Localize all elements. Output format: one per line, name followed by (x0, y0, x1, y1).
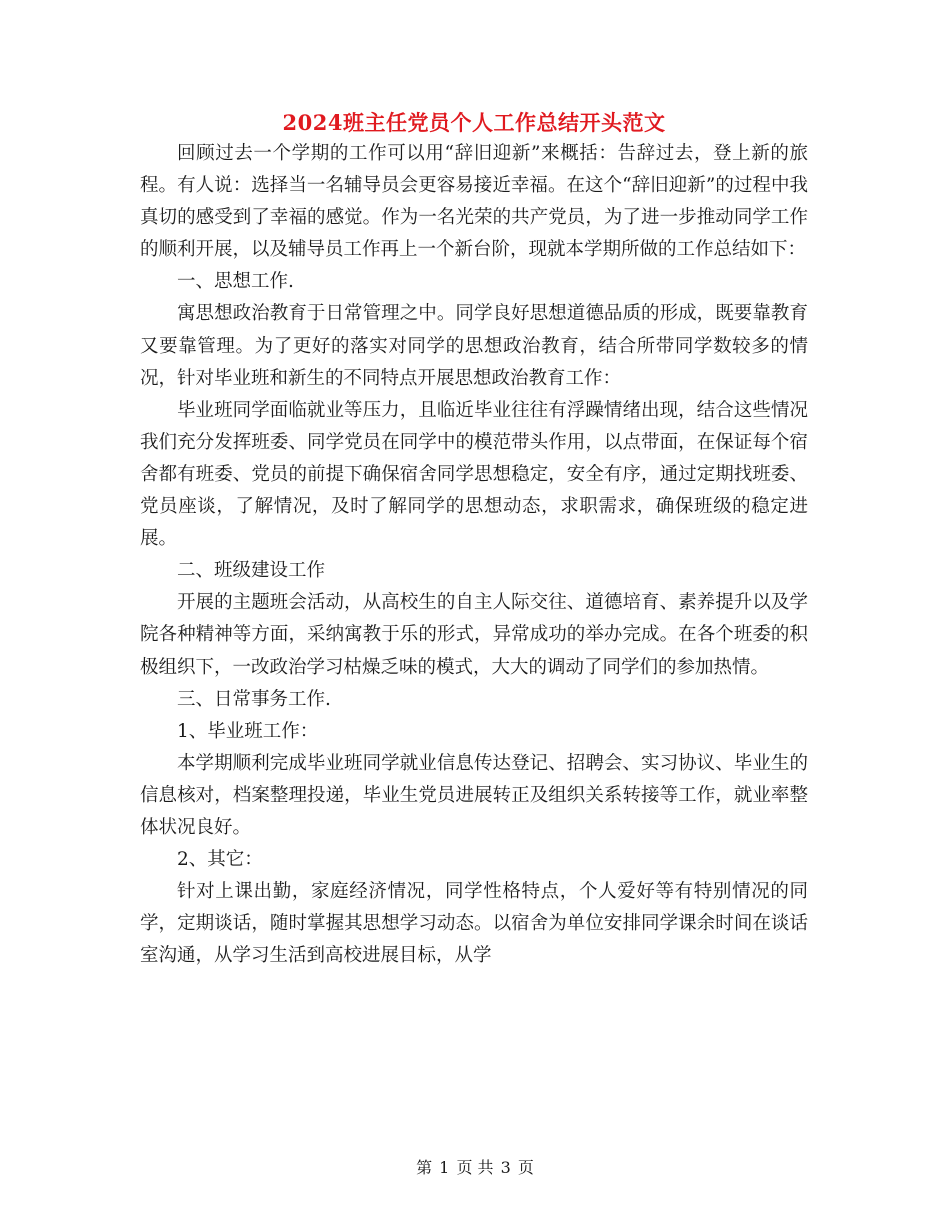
document-page (140, 108, 808, 972)
paragraph-other: 针对上课出勤，家庭经济情况，同学性格特点，个人爱好等有特别情况的同学，定期谈话，随时掌握其思想学习动态。以宿舍为单位安排同学课余时间在谈话室沟通，从学习生活到高校进展目标，从学 (140, 881, 808, 967)
footer-mid: 页 共 (456, 1158, 494, 1177)
footer-prefix: 第 (416, 1158, 433, 1177)
paragraph-class-building: 开展的主题班会活动，从高校生的自主人际交往、道德培育、素养提升以及学院各种精神等方面，采纳寓教于乐的形式，异常成功的举办完成。在各个班委的积极组织下，一改政治学习枯燥乏味的模式，大大的调动了同学们的参加热情。 (140, 592, 808, 678)
footer-suffix: 页 (517, 1158, 534, 1177)
paragraph-ideology: 寓思想政治教育于日常管理之中。同学良好思想道德品质的形成，既要靠教育又要靠管理。为了更好的落实对同学的思想政治教育，结合所带同学数较多的情况，针对毕业班和新生的不同特点开展思想政治教育工作： (140, 303, 808, 389)
paragraph-graduates: 毕业班同学面临就业等压力，且临近毕业往往有浮躁情绪出现，结合这些情况我们充分发挥班委、同学党员在同学中的模范带头作用，以点带面，在保证每个宿舍都有班委、党员的前提下确保宿舍同学思想稳定，安全有序，通过定期找班委、党员座谈，了解情况，及时了解同学的思想动态，求职需求，确保班级的稳定进展。 (140, 399, 808, 550)
subheading-graduate-work: 1、毕业班工作： (177, 720, 319, 742)
footer-page-number: 1 (439, 1158, 450, 1177)
paragraph-intro: 回顾过去一个学期的工作可以用“辞旧迎新”来概括：告辞过去，登上新的旅程。有人说：选择当一名辅导员会更容易接近幸福。在这个“辞旧迎新”的过程中我真切的感受到了幸福的感觉。作为一名光荣的共产党员，为了进一步推动同学工作的顺利开展，以及辅导员工作再上一个新台阶，现就本学期所做的工作总结如下： (140, 143, 808, 261)
subheading-other: 2、其它： (177, 849, 263, 871)
paragraph-graduate-work: 本学期顺利完成毕业班同学就业信息传达登记、招聘会、实习协议、毕业生的信息核对，档案整理投递，毕业生党员进展转正及组织关系转接等工作，就业率整体状况良好。 (140, 752, 808, 838)
section-heading-3: 三、日常事务工作. (177, 688, 331, 710)
document-title: 2024班主任党员个人工作总结开头范文 (282, 110, 666, 135)
section-heading-1: 一、思想工作. (177, 271, 294, 293)
footer-total-pages: 3 (500, 1158, 511, 1177)
page-footer (0, 1155, 950, 1178)
section-heading-2: 二、班级建设工作 (177, 560, 326, 582)
